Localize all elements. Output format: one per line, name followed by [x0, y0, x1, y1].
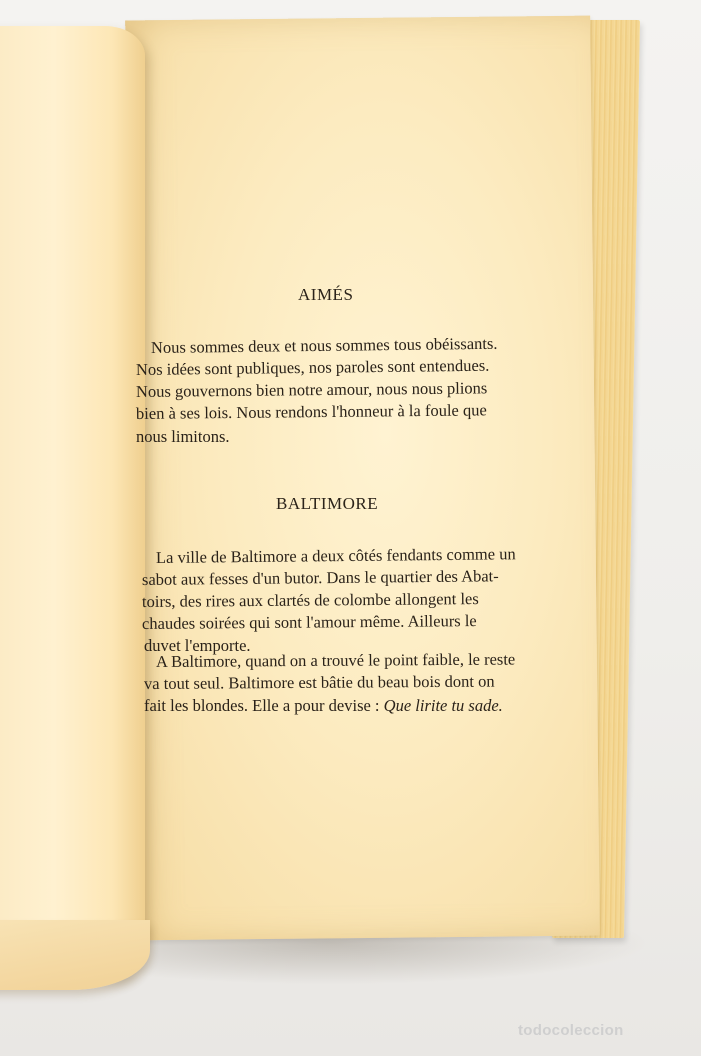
text-line: toirs, des rires aux clartés de colombe allongent les: [141, 589, 479, 611]
text-line-last-prefix: fait les blondes. Elle a pour devise :: [144, 696, 384, 715]
section-title-baltimore: BALTIMORE: [276, 494, 379, 513]
text-line: Nos idées sont publiques, nos paroles sont entendues.: [135, 355, 490, 379]
text-line: chaudes soirées qui sont l'amour même. Ailleurs le: [141, 611, 477, 633]
text-line-last: [144, 696, 503, 716]
section-title-aimes: AIMÉS: [298, 285, 354, 304]
text-line: Nous gouvernons bien notre amour, nous nous plions: [135, 378, 488, 401]
text-line: sabot aux fesses d'un butor. Dans le quartier des Abat-: [141, 566, 499, 589]
text-line: Nous sommes deux et nous sommes tous obéissants.: [150, 333, 498, 357]
text-line: A Baltimore, quand on a trouvé le point faible, le reste: [155, 649, 516, 671]
text-line: duvet l'emporte.: [144, 636, 251, 655]
text-line: bien à ses lois. Nous rendons l'honneur à la foule que: [135, 400, 487, 423]
text-line: nous limitons.: [136, 427, 230, 446]
motto: Que lirite tu sade.: [383, 696, 503, 715]
watermark-logo: todocoleccion: [518, 1022, 624, 1039]
text-line: La ville de Baltimore a deux côtés fendants comme un: [155, 544, 516, 567]
text-line: va tout seul. Baltimore est bâtie du beau bois dont on: [143, 671, 495, 693]
